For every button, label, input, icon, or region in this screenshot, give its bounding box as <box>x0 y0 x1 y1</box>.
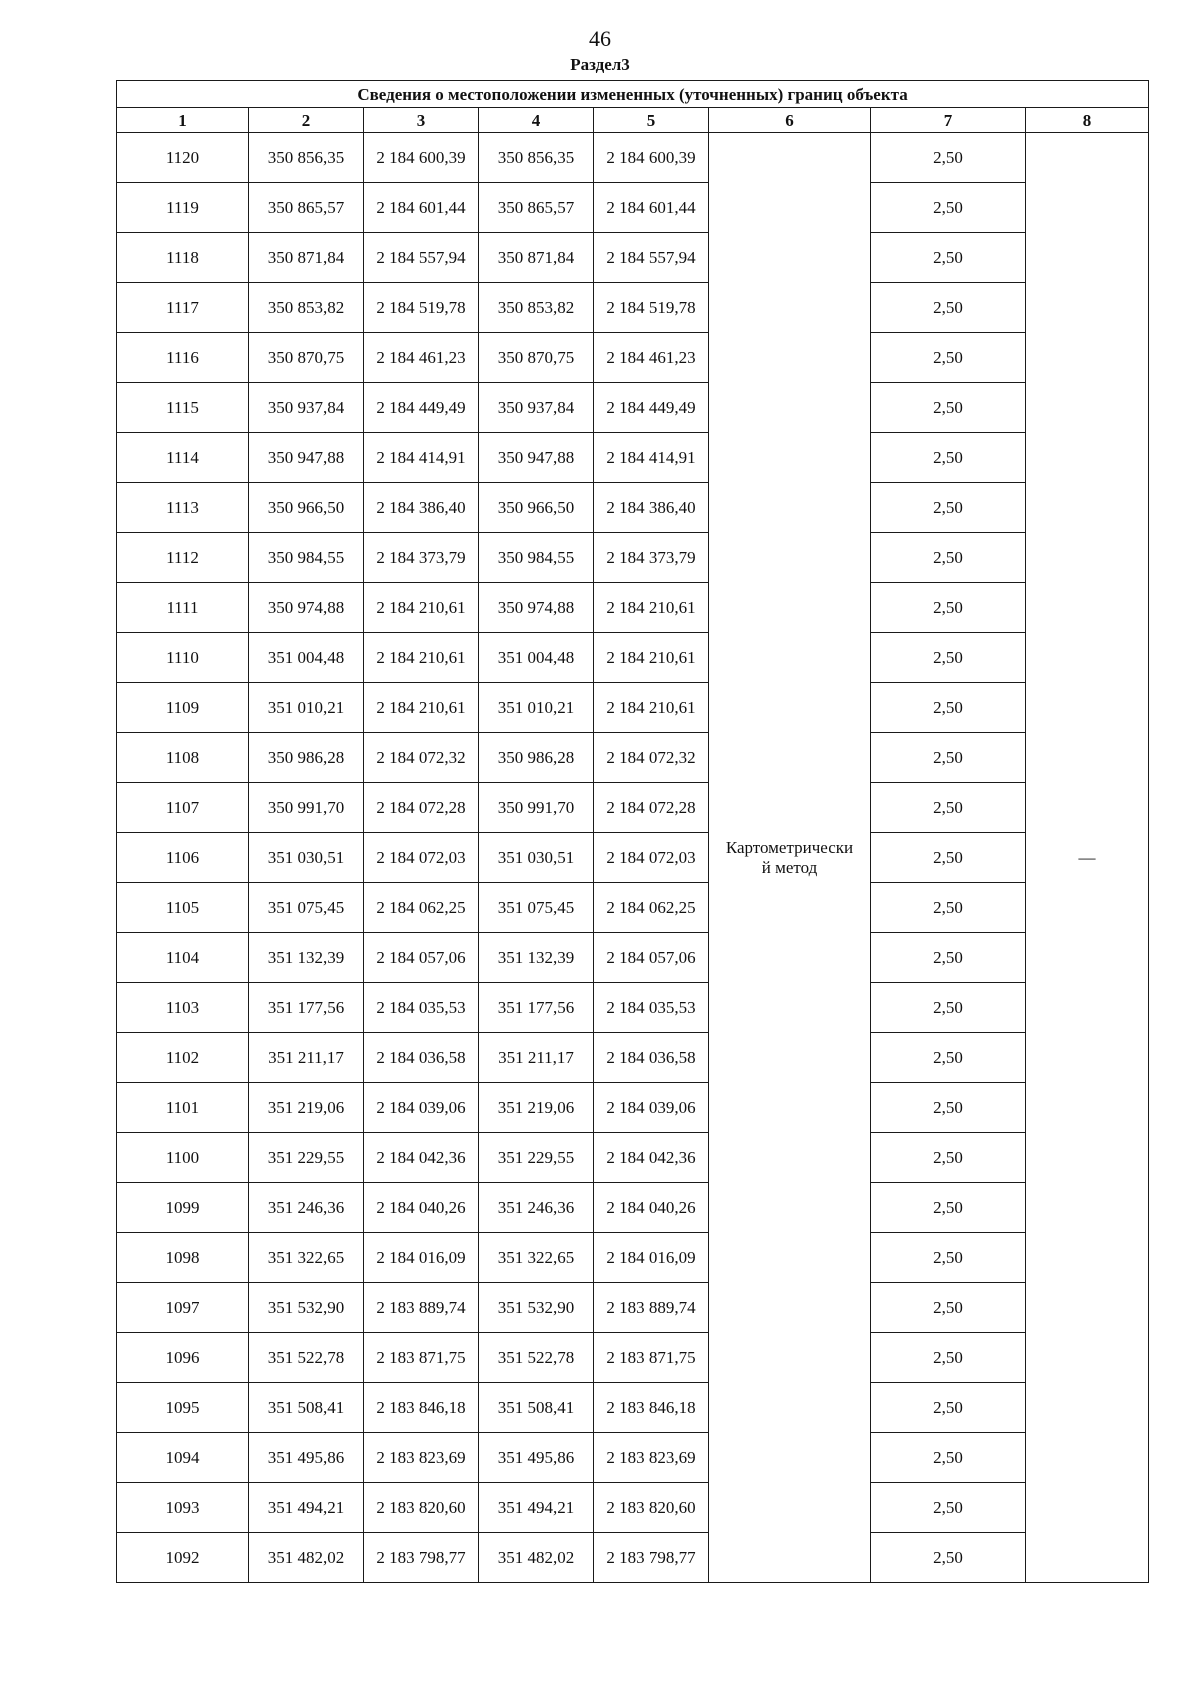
x-refined-cell: 351 177,56 <box>479 983 594 1033</box>
method-text-line-1: Картометрически <box>725 837 854 857</box>
point-number-cell: 1092 <box>117 1533 249 1583</box>
point-number-cell: 1107 <box>117 783 249 833</box>
x-existing-cell: 351 219,06 <box>249 1083 364 1133</box>
y-existing-cell: 2 184 072,32 <box>364 733 479 783</box>
accuracy-cell: 2,50 <box>871 1533 1026 1583</box>
point-number-cell: 1105 <box>117 883 249 933</box>
y-existing-cell: 2 184 210,61 <box>364 583 479 633</box>
method-cell <box>709 133 871 1583</box>
y-refined-cell: 2 184 461,23 <box>594 333 709 383</box>
table-row <box>117 1283 1149 1333</box>
point-number-cell: 1118 <box>117 233 249 283</box>
point-number-cell: 1114 <box>117 433 249 483</box>
y-existing-cell: 2 183 798,77 <box>364 1533 479 1583</box>
point-number-cell: 1104 <box>117 933 249 983</box>
accuracy-cell: 2,50 <box>871 533 1026 583</box>
accuracy-cell: 2,50 <box>871 583 1026 633</box>
x-refined-cell: 350 986,28 <box>479 733 594 783</box>
accuracy-cell: 2,50 <box>871 183 1026 233</box>
table-row <box>117 1233 1149 1283</box>
point-number-cell: 1096 <box>117 1333 249 1383</box>
y-existing-cell: 2 184 461,23 <box>364 333 479 383</box>
y-refined-cell: 2 183 798,77 <box>594 1533 709 1583</box>
y-refined-cell: 2 184 373,79 <box>594 533 709 583</box>
x-refined-cell: 350 937,84 <box>479 383 594 433</box>
x-refined-cell: 350 947,88 <box>479 433 594 483</box>
x-existing-cell: 350 991,70 <box>249 783 364 833</box>
x-refined-cell: 351 219,06 <box>479 1083 594 1133</box>
table-row <box>117 983 1149 1033</box>
accuracy-cell: 2,50 <box>871 1433 1026 1483</box>
column-number-5: 5 <box>594 108 709 133</box>
y-existing-cell: 2 184 601,44 <box>364 183 479 233</box>
y-refined-cell: 2 184 210,61 <box>594 683 709 733</box>
y-existing-cell: 2 184 036,58 <box>364 1033 479 1083</box>
x-refined-cell: 350 871,84 <box>479 233 594 283</box>
y-refined-cell: 2 184 072,03 <box>594 833 709 883</box>
x-refined-cell: 350 991,70 <box>479 783 594 833</box>
point-number-cell: 1093 <box>117 1483 249 1533</box>
x-refined-cell: 351 482,02 <box>479 1533 594 1583</box>
point-number-cell: 1102 <box>117 1033 249 1083</box>
y-existing-cell: 2 184 057,06 <box>364 933 479 983</box>
x-existing-cell: 350 865,57 <box>249 183 364 233</box>
table-row <box>117 933 1149 983</box>
column-number-1: 1 <box>117 108 249 133</box>
y-refined-cell: 2 184 449,49 <box>594 383 709 433</box>
y-existing-cell: 2 183 871,75 <box>364 1333 479 1383</box>
y-existing-cell: 2 184 373,79 <box>364 533 479 583</box>
accuracy-cell: 2,50 <box>871 1333 1026 1383</box>
y-refined-cell: 2 183 889,74 <box>594 1283 709 1333</box>
table-row <box>117 883 1149 933</box>
method-text-line-2: й метод <box>761 857 818 877</box>
accuracy-cell: 2,50 <box>871 733 1026 783</box>
y-existing-cell: 2 184 210,61 <box>364 633 479 683</box>
y-refined-cell: 2 184 601,44 <box>594 183 709 233</box>
accuracy-cell: 2,50 <box>871 633 1026 683</box>
accuracy-cell: 2,50 <box>871 283 1026 333</box>
x-refined-cell: 351 494,21 <box>479 1483 594 1533</box>
y-existing-cell: 2 184 042,36 <box>364 1133 479 1183</box>
table-row <box>117 333 1149 383</box>
y-existing-cell: 2 184 386,40 <box>364 483 479 533</box>
table-row <box>117 383 1149 433</box>
column-number-row <box>117 108 1149 133</box>
accuracy-cell: 2,50 <box>871 233 1026 283</box>
y-refined-cell: 2 184 072,32 <box>594 733 709 783</box>
x-refined-cell: 350 966,50 <box>479 483 594 533</box>
point-number-cell: 1115 <box>117 383 249 433</box>
point-number-cell: 1120 <box>117 133 249 183</box>
x-existing-cell: 351 004,48 <box>249 633 364 683</box>
accuracy-cell: 2,50 <box>871 1383 1026 1433</box>
x-refined-cell: 351 010,21 <box>479 683 594 733</box>
table-row <box>117 233 1149 283</box>
accuracy-cell: 2,50 <box>871 983 1026 1033</box>
y-refined-cell: 2 184 016,09 <box>594 1233 709 1283</box>
y-refined-cell: 2 184 414,91 <box>594 433 709 483</box>
accuracy-cell: 2,50 <box>871 1483 1026 1533</box>
table-row <box>117 1083 1149 1133</box>
column-number-8: 8 <box>1026 108 1149 133</box>
x-existing-cell: 351 532,90 <box>249 1283 364 1333</box>
table-title-row <box>117 81 1149 108</box>
point-number-cell: 1094 <box>117 1433 249 1483</box>
point-number-cell: 1106 <box>117 833 249 883</box>
accuracy-cell: 2,50 <box>871 133 1026 183</box>
x-existing-cell: 350 871,84 <box>249 233 364 283</box>
y-refined-cell: 2 184 600,39 <box>594 133 709 183</box>
y-refined-cell: 2 184 042,36 <box>594 1133 709 1183</box>
accuracy-cell: 2,50 <box>871 1233 1026 1283</box>
y-existing-cell: 2 184 519,78 <box>364 283 479 333</box>
y-refined-cell: 2 184 072,28 <box>594 783 709 833</box>
y-refined-cell: 2 184 210,61 <box>594 633 709 683</box>
page-number: 46 <box>589 26 611 51</box>
accuracy-cell: 2,50 <box>871 1133 1026 1183</box>
table-row <box>117 1533 1149 1583</box>
table-row <box>117 1183 1149 1233</box>
table-row <box>117 533 1149 583</box>
y-existing-cell: 2 184 035,53 <box>364 983 479 1033</box>
x-refined-cell: 350 984,55 <box>479 533 594 583</box>
x-refined-cell: 351 075,45 <box>479 883 594 933</box>
table-row <box>117 1433 1149 1483</box>
point-number-cell: 1110 <box>117 633 249 683</box>
point-number-cell: 1119 <box>117 183 249 233</box>
y-refined-cell: 2 184 210,61 <box>594 583 709 633</box>
y-existing-cell: 2 184 072,03 <box>364 833 479 883</box>
accuracy-cell: 2,50 <box>871 383 1026 433</box>
y-existing-cell: 2 184 557,94 <box>364 233 479 283</box>
x-refined-cell: 350 974,88 <box>479 583 594 633</box>
x-existing-cell: 350 856,35 <box>249 133 364 183</box>
y-refined-cell: 2 184 036,58 <box>594 1033 709 1083</box>
table-row <box>117 683 1149 733</box>
x-existing-cell: 350 986,28 <box>249 733 364 783</box>
column-number-3: 3 <box>364 108 479 133</box>
y-existing-cell: 2 184 600,39 <box>364 133 479 183</box>
table-row <box>117 483 1149 533</box>
x-existing-cell: 351 495,86 <box>249 1433 364 1483</box>
point-number-cell: 1099 <box>117 1183 249 1233</box>
y-existing-cell: 2 184 016,09 <box>364 1233 479 1283</box>
accuracy-cell: 2,50 <box>871 883 1026 933</box>
point-number-cell: 1116 <box>117 333 249 383</box>
table-row <box>117 633 1149 683</box>
table-row <box>117 833 1149 883</box>
point-number-cell: 1098 <box>117 1233 249 1283</box>
x-existing-cell: 350 870,75 <box>249 333 364 383</box>
y-existing-cell: 2 184 210,61 <box>364 683 479 733</box>
y-existing-cell: 2 184 072,28 <box>364 783 479 833</box>
column-8-cell: — <box>1026 133 1149 1583</box>
x-existing-cell: 351 010,21 <box>249 683 364 733</box>
y-refined-cell: 2 183 820,60 <box>594 1483 709 1533</box>
y-existing-cell: 2 184 449,49 <box>364 383 479 433</box>
table-row <box>117 783 1149 833</box>
table-row <box>117 183 1149 233</box>
x-existing-cell: 351 177,56 <box>249 983 364 1033</box>
y-refined-cell: 2 183 846,18 <box>594 1383 709 1433</box>
point-number-cell: 1097 <box>117 1283 249 1333</box>
x-existing-cell: 351 322,65 <box>249 1233 364 1283</box>
accuracy-cell: 2,50 <box>871 1033 1026 1083</box>
point-number-cell: 1108 <box>117 733 249 783</box>
point-number-cell: 1113 <box>117 483 249 533</box>
accuracy-cell: 2,50 <box>871 1183 1026 1233</box>
accuracy-cell: 2,50 <box>871 933 1026 983</box>
y-existing-cell: 2 183 823,69 <box>364 1433 479 1483</box>
y-refined-cell: 2 184 519,78 <box>594 283 709 333</box>
x-refined-cell: 351 030,51 <box>479 833 594 883</box>
y-existing-cell: 2 183 846,18 <box>364 1383 479 1433</box>
y-refined-cell: 2 184 557,94 <box>594 233 709 283</box>
y-existing-cell: 2 183 820,60 <box>364 1483 479 1533</box>
x-existing-cell: 351 482,02 <box>249 1533 364 1583</box>
y-refined-cell: 2 183 823,69 <box>594 1433 709 1483</box>
point-number-cell: 1109 <box>117 683 249 733</box>
table-title: Сведения о местоположении измененных (уточненных) границ объекта <box>117 81 1149 108</box>
x-existing-cell: 350 947,88 <box>249 433 364 483</box>
table-body <box>117 133 1149 1583</box>
point-number-cell: 1100 <box>117 1133 249 1183</box>
x-existing-cell: 351 522,78 <box>249 1333 364 1383</box>
accuracy-cell: 2,50 <box>871 683 1026 733</box>
x-existing-cell: 351 494,21 <box>249 1483 364 1533</box>
table-row <box>117 583 1149 633</box>
accuracy-cell: 2,50 <box>871 433 1026 483</box>
point-number-cell: 1095 <box>117 1383 249 1433</box>
x-existing-cell: 351 030,51 <box>249 833 364 883</box>
table-row <box>117 133 1149 183</box>
column-number-4: 4 <box>479 108 594 133</box>
table-row <box>117 1033 1149 1083</box>
x-existing-cell: 350 974,88 <box>249 583 364 633</box>
x-refined-cell: 351 132,39 <box>479 933 594 983</box>
y-refined-cell: 2 184 040,26 <box>594 1183 709 1233</box>
y-existing-cell: 2 184 414,91 <box>364 433 479 483</box>
x-existing-cell: 350 853,82 <box>249 283 364 333</box>
x-refined-cell: 351 532,90 <box>479 1283 594 1333</box>
x-existing-cell: 351 508,41 <box>249 1383 364 1433</box>
accuracy-cell: 2,50 <box>871 1083 1026 1133</box>
table-row <box>117 433 1149 483</box>
y-refined-cell: 2 184 057,06 <box>594 933 709 983</box>
column-number-2: 2 <box>249 108 364 133</box>
y-existing-cell: 2 184 062,25 <box>364 883 479 933</box>
column-number-6: 6 <box>709 108 871 133</box>
accuracy-cell: 2,50 <box>871 833 1026 883</box>
y-existing-cell: 2 184 039,06 <box>364 1083 479 1133</box>
x-refined-cell: 351 522,78 <box>479 1333 594 1383</box>
point-number-cell: 1103 <box>117 983 249 1033</box>
x-existing-cell: 351 229,55 <box>249 1133 364 1183</box>
x-existing-cell: 350 966,50 <box>249 483 364 533</box>
table-row <box>117 1483 1149 1533</box>
boundary-coordinates-table <box>116 80 1149 1583</box>
x-refined-cell: 350 865,57 <box>479 183 594 233</box>
point-number-cell: 1101 <box>117 1083 249 1133</box>
point-number-cell: 1111 <box>117 583 249 633</box>
accuracy-cell: 2,50 <box>871 783 1026 833</box>
table-row <box>117 1383 1149 1433</box>
y-refined-cell: 2 184 386,40 <box>594 483 709 533</box>
accuracy-cell: 2,50 <box>871 1283 1026 1333</box>
accuracy-cell: 2,50 <box>871 483 1026 533</box>
x-refined-cell: 351 322,65 <box>479 1233 594 1283</box>
table-row <box>117 1133 1149 1183</box>
y-refined-cell: 2 184 035,53 <box>594 983 709 1033</box>
y-existing-cell: 2 183 889,74 <box>364 1283 479 1333</box>
x-refined-cell: 351 211,17 <box>479 1033 594 1083</box>
y-existing-cell: 2 184 040,26 <box>364 1183 479 1233</box>
table-row <box>117 733 1149 783</box>
section-title: Раздел3 <box>570 55 630 74</box>
x-refined-cell: 350 856,35 <box>479 133 594 183</box>
table-row <box>117 1333 1149 1383</box>
x-existing-cell: 351 211,17 <box>249 1033 364 1083</box>
x-existing-cell: 351 132,39 <box>249 933 364 983</box>
y-refined-cell: 2 184 039,06 <box>594 1083 709 1133</box>
x-refined-cell: 351 495,86 <box>479 1433 594 1483</box>
x-existing-cell: 351 246,36 <box>249 1183 364 1233</box>
x-existing-cell: 350 984,55 <box>249 533 364 583</box>
x-refined-cell: 350 870,75 <box>479 333 594 383</box>
accuracy-cell: 2,50 <box>871 333 1026 383</box>
column-number-7: 7 <box>871 108 1026 133</box>
x-refined-cell: 351 246,36 <box>479 1183 594 1233</box>
x-refined-cell: 351 004,48 <box>479 633 594 683</box>
table-row <box>117 283 1149 333</box>
y-refined-cell: 2 183 871,75 <box>594 1333 709 1383</box>
x-existing-cell: 351 075,45 <box>249 883 364 933</box>
point-number-cell: 1112 <box>117 533 249 583</box>
point-number-cell: 1117 <box>117 283 249 333</box>
y-refined-cell: 2 184 062,25 <box>594 883 709 933</box>
x-refined-cell: 350 853,82 <box>479 283 594 333</box>
x-refined-cell: 351 229,55 <box>479 1133 594 1183</box>
x-existing-cell: 350 937,84 <box>249 383 364 433</box>
x-refined-cell: 351 508,41 <box>479 1383 594 1433</box>
